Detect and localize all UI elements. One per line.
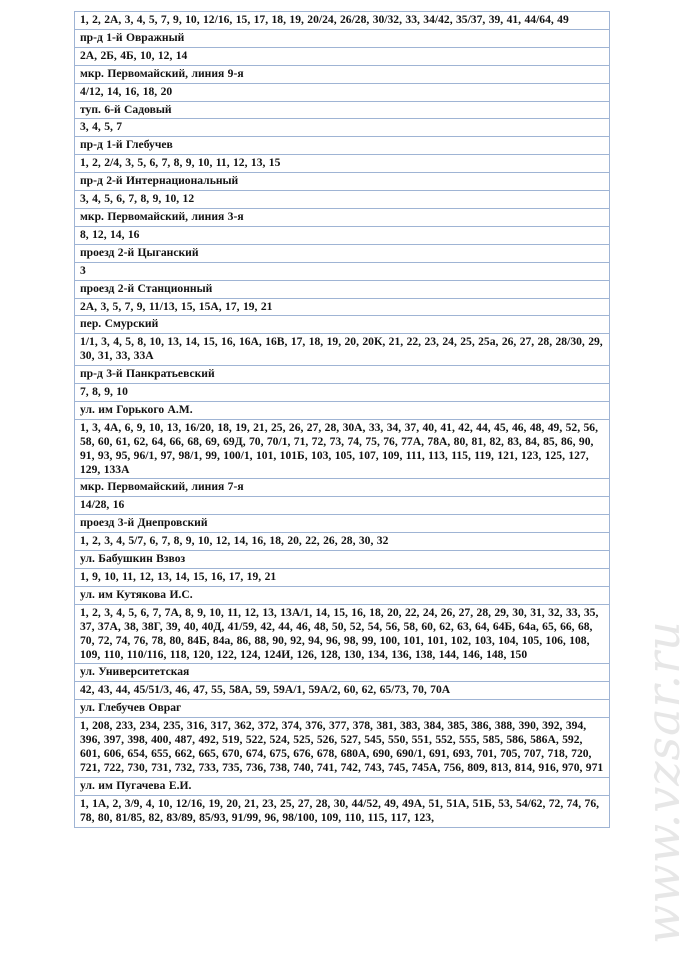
street-name-row: проезд 3-й Днепровский: [75, 515, 609, 533]
street-name-row: ул. Университетская: [75, 664, 609, 682]
house-numbers-row: 2А, 3, 5, 7, 9, 11/13, 15, 15А, 17, 19, 21: [75, 299, 609, 317]
house-numbers-row: 14/28, 16: [75, 497, 609, 515]
house-numbers-row: 1, 2, 2/4, 3, 5, 6, 7, 8, 9, 10, 11, 12, 13, 15: [75, 155, 609, 173]
house-numbers-row: 1, 2, 3, 4, 5, 6, 7, 7А, 8, 9, 10, 11, 12, 13, 13А/1, 14, 15, 16, 18, 20, 22, 24, 26, 27, 28, 29, 30, 31, 32, 33, 35, 37, 37А, 38, 38Г, 39, 40, 40Д, 41/59, 42, 44, 46, 48, 50, 52, 54, 56, 58, 60, 62, 63, 64, 64Б, 64а, 65, 66, 68, 70, 72, 74, 76, 78, 80, 84Б, 84а, 86, 88, 90, 92, 94, 96, 98, 99, 100, 101, 101, 102, 103, 104, 105, 106, 108, 109, 110, 110/116, 118, 120, 122, 124, 124И, 126, 128, 130, 134, 136, 138, 144, 146, 148, 150: [75, 605, 609, 665]
street-name-row: пр-д 2-й Интернациональный: [75, 173, 609, 191]
house-numbers-row: 1, 2, 2А, 3, 4, 5, 7, 9, 10, 12/16, 15, 17, 18, 19, 20/24, 26/28, 30/32, 33, 34/42, 35/37, 39, 41, 44/64, 49: [75, 12, 609, 30]
house-numbers-row: 7, 8, 9, 10: [75, 384, 609, 402]
watermark-text: www.vzsar.ru: [636, 620, 690, 944]
street-name-row: ул. им Кутякова И.С.: [75, 587, 609, 605]
street-name-row: ул. им Горького А.М.: [75, 402, 609, 420]
house-numbers-row: 42, 43, 44, 45/51/3, 46, 47, 55, 58А, 59, 59А/1, 59А/2, 60, 62, 65/73, 70, 70А: [75, 682, 609, 700]
street-name-row: мкр. Первомайский, линия 3-я: [75, 209, 609, 227]
street-name-row: проезд 2-й Станционный: [75, 281, 609, 299]
house-numbers-row: 1, 3, 4А, 6, 9, 10, 13, 16/20, 18, 19, 21, 25, 26, 27, 28, 30А, 33, 34, 37, 40, 41, 42, 44, 45, 46, 48, 49, 52, 56, 58, 60, 61, 62, 64, 66, 68, 69, 69Д, 70, 70/1, 71, 72, 73, 74, 75, 76, 77А, 78А, 80, 81, 82, 83, 84, 85, 86, 90, 91, 93, 95, 96/1, 97, 98/1, 99, 100/1, 101, 101Б, 103, 105, 107, 109, 111, 113, 115, 119, 121, 123, 125, 127, 129, 133А: [75, 420, 609, 480]
house-numbers-row: 3, 4, 5, 7: [75, 119, 609, 137]
street-name-row: туп. 6-й Садовый: [75, 102, 609, 120]
street-name-row: пр-д 1-й Овражный: [75, 30, 609, 48]
watermark: [628, 610, 690, 950]
street-name-row: ул. им Пугачева Е.И.: [75, 778, 609, 796]
street-name-row: ул. Бабушкин Взвоз: [75, 551, 609, 569]
house-numbers-row: 1, 9, 10, 11, 12, 13, 14, 15, 16, 17, 19, 21: [75, 569, 609, 587]
house-numbers-row: 1, 208, 233, 234, 235, 316, 317, 362, 372, 374, 376, 377, 378, 381, 383, 384, 385, 386, 388, 390, 392, 394, 396, 397, 398, 400, 487, 492, 519, 522, 524, 525, 526, 527, 545, 550, 551, 552, 555, 585, 586, 586А, 592, 601, 606, 654, 655, 662, 665, 670, 674, 675, 676, 678, 680А, 690, 690/1, 691, 693, 701, 705, 707, 718, 720, 721, 722, 730, 731, 732, 733, 735, 736, 738, 740, 741, 742, 743, 745, 745А, 756, 809, 813, 814, 916, 970, 971: [75, 718, 609, 778]
street-name-row: проезд 2-й Цыганский: [75, 245, 609, 263]
house-numbers-row: 1, 2, 3, 4, 5/7, 6, 7, 8, 9, 10, 12, 14, 16, 18, 20, 22, 26, 28, 30, 32: [75, 533, 609, 551]
street-name-row: пр-д 1-й Глебучев: [75, 137, 609, 155]
street-name-row: мкр. Первомайский, линия 7-я: [75, 479, 609, 497]
street-name-row: пер. Смурский: [75, 316, 609, 334]
address-table: [74, 11, 610, 828]
house-numbers-row: 1/1, 3, 4, 5, 8, 10, 13, 14, 15, 16, 16А, 16В, 17, 18, 19, 20, 20К, 21, 22, 23, 24, 25, 25а, 26, 27, 28, 28/30, 29, 30, 31, 33, 33А: [75, 334, 609, 366]
street-name-row: мкр. Первомайский, линия 9-я: [75, 66, 609, 84]
street-name-row: пр-д 3-й Панкратьевский: [75, 366, 609, 384]
house-numbers-row: 3, 4, 5, 6, 7, 8, 9, 10, 12: [75, 191, 609, 209]
street-name-row: ул. Глебучев Овраг: [75, 700, 609, 718]
house-numbers-row: 8, 12, 14, 16: [75, 227, 609, 245]
house-numbers-row: 2А, 2Б, 4Б, 10, 12, 14: [75, 48, 609, 66]
house-numbers-row: 3: [75, 263, 609, 281]
house-numbers-row: 1, 1А, 2, 3/9, 4, 10, 12/16, 19, 20, 21, 23, 25, 27, 28, 30, 44/52, 49, 49А, 51, 51А, 51Б, 53, 54/62, 72, 74, 76, 78, 80, 81/85, 82, 83/89, 85/93, 91/99, 96, 98/100, 109, 110, 115, 117, 123,: [75, 796, 609, 828]
house-numbers-row: 4/12, 14, 16, 18, 20: [75, 84, 609, 102]
